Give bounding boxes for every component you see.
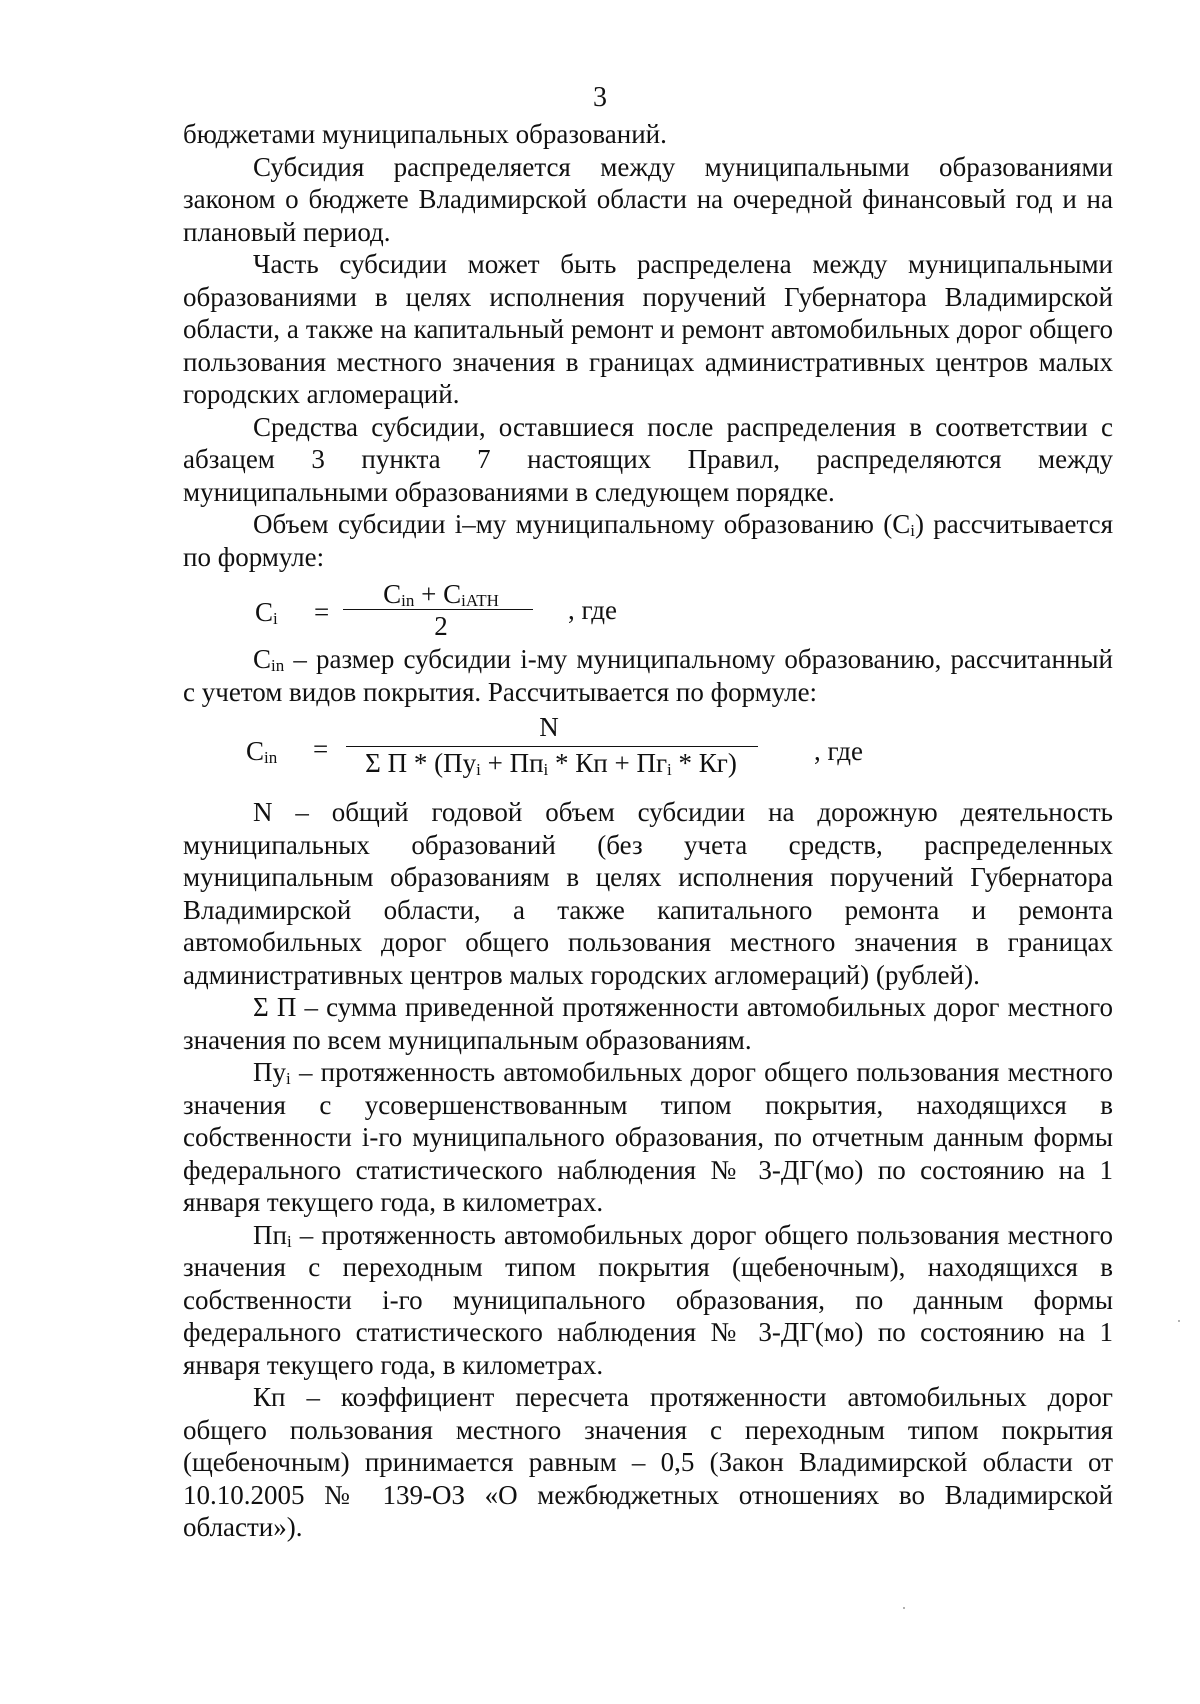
formula-cin-numerator: N xyxy=(539,712,559,742)
formula-cin xyxy=(183,708,1113,796)
formula-cin-lhs-symbol: C xyxy=(246,736,265,766)
paragraph-4-text-a: Объем субсидии i–му муниципальному образованию (C xyxy=(253,509,911,539)
paragraph-1: Субсидия распределяется между муниципальными образованиями законом о бюджете Владимирской области на очередной финансовый год и на плановый период. xyxy=(183,151,1113,247)
paragraph-7: Σ П – сумма приведенной протяженности автомобильных дорог местного значения по всем муниципальным образованиям. xyxy=(183,992,1113,1055)
formula-cin-den-part-a: Σ П * (Пу xyxy=(365,748,477,778)
formula-ci-lhs xyxy=(255,597,278,628)
formula-cin-den-subscript-3: i xyxy=(667,760,672,779)
paragraph-4 xyxy=(183,508,1113,573)
formula-cin-equals: = xyxy=(313,734,329,764)
paragraph-8-symbol: Пу xyxy=(253,1057,286,1087)
formula-cin-den-part-c: * Кп + Пг xyxy=(548,748,668,778)
paragraph-0: бюджетами муниципальных образований. xyxy=(183,119,667,149)
paragraph-2: Часть субсидии может быть распределена между муниципальными образованиями в целях исполнения поручений Губернатора Владимирской области, а также на капитальный ремонт и ремонт автомобильных дорог общего пользования местного значения в границах административных центров малых городских агломераций. xyxy=(183,249,1113,409)
formula-cin-den-subscript-1: i xyxy=(476,760,481,779)
paragraph-5 xyxy=(183,643,1113,708)
formula-ci-numerator xyxy=(361,579,521,610)
formula-ci-fraction-bar xyxy=(343,609,533,610)
paragraph-10: Кп – коэффициент пересчета протяженности автомобильных дорог общего пользования местного значения с переходным типом покрытия (щебеночным) принимается равным – 0,5 (Закон Владимирской области от 10.10.2005 № 139-ОЗ «О межбюджетных отношениях во Владимирской области»). xyxy=(183,1382,1113,1542)
formula-cin-den-part-b: + Пп xyxy=(480,748,544,778)
formula-cin-denominator xyxy=(346,748,756,779)
page-number: 3 xyxy=(593,82,607,113)
formula-ci-num-subscript-b: iATH xyxy=(461,591,499,610)
document-body xyxy=(183,118,1113,1544)
formula-ci-lhs-subscript: i xyxy=(273,609,278,628)
paragraph-9-subscript: i xyxy=(286,1231,292,1251)
formula-cin-lhs-subscript: in xyxy=(264,748,278,767)
formula-cin-where: , где xyxy=(814,736,863,766)
formula-ci-num-plus: + C xyxy=(414,579,462,609)
paragraph-8-subscript: i xyxy=(286,1069,291,1088)
paragraph-6: N – общий годовой объем субсидии на дорожную деятельность муниципальных образований (без учета средств, распределенных муниципальным образованиям в целях исполнения поручений Губернатора Владимирской области, а также капитального ремонта и ремонта автомобильных дорог общего пользования местного значения в границах административных центров малых городских агломераций) (рублей). xyxy=(183,797,1113,990)
formula-cin-den-part-d: * Кг) xyxy=(671,748,737,778)
formula-ci-where: , где xyxy=(568,595,617,625)
formula-cin-lhs xyxy=(246,736,277,767)
paragraph-9 xyxy=(183,1219,1113,1382)
paragraph-9-text: – протяженность автомобильных дорог общего пользования местного значения с переходным типом покрытия (щебеночным), находящихся в собственности i-го муниципального образования, по данным формы федерального статистического наблюдения № 3-ДГ(мо) по состоянию на 1 января текущего года, в километрах. xyxy=(183,1219,1113,1380)
formula-cin-den-subscript-2: i xyxy=(543,760,549,779)
formula-ci xyxy=(183,573,1113,643)
scan-speck xyxy=(903,1607,905,1609)
paragraph-5-subscript: in xyxy=(271,656,285,675)
formula-cin-fraction-bar xyxy=(346,746,758,747)
paragraph-4-subscript: i xyxy=(910,521,915,540)
paragraph-4-text-b: ) рассчитывается по формуле: xyxy=(183,509,1113,572)
formula-ci-num-symbol-a: C xyxy=(383,579,402,609)
paragraph-8-text: – протяженность автомобильных дорог общего пользования местного значения с усовершенствованным типом покрытия, находящихся в собственности i-го муниципального образования, по отчетным данным формы федерального статистического наблюдения № 3-ДГ(мо) по состоянию на 1 января текущего года, в километрах. xyxy=(183,1057,1113,1217)
formula-ci-lhs-symbol: C xyxy=(255,597,274,627)
formula-ci-denominator: 2 xyxy=(434,611,448,641)
scan-speck xyxy=(1178,1320,1180,1322)
formula-ci-num-subscript-a: in xyxy=(401,591,415,610)
paragraph-9-symbol: Пп xyxy=(253,1219,287,1250)
paragraph-3: Средства субсидии, оставшиеся после распределения в соответствии с абзацем 3 пункта 7 настоящих Правил, распределяются между муниципальными образованиями в следующем порядке. xyxy=(183,411,1113,507)
paragraph-5-symbol: C xyxy=(253,644,272,674)
paragraph-5-text: – размер субсидии i-му муниципальному образованию, рассчитанный с учетом видов покрытия. Рассчитывается по формуле: xyxy=(183,644,1113,707)
paragraph-8 xyxy=(183,1056,1113,1219)
formula-ci-equals: = xyxy=(314,597,330,627)
